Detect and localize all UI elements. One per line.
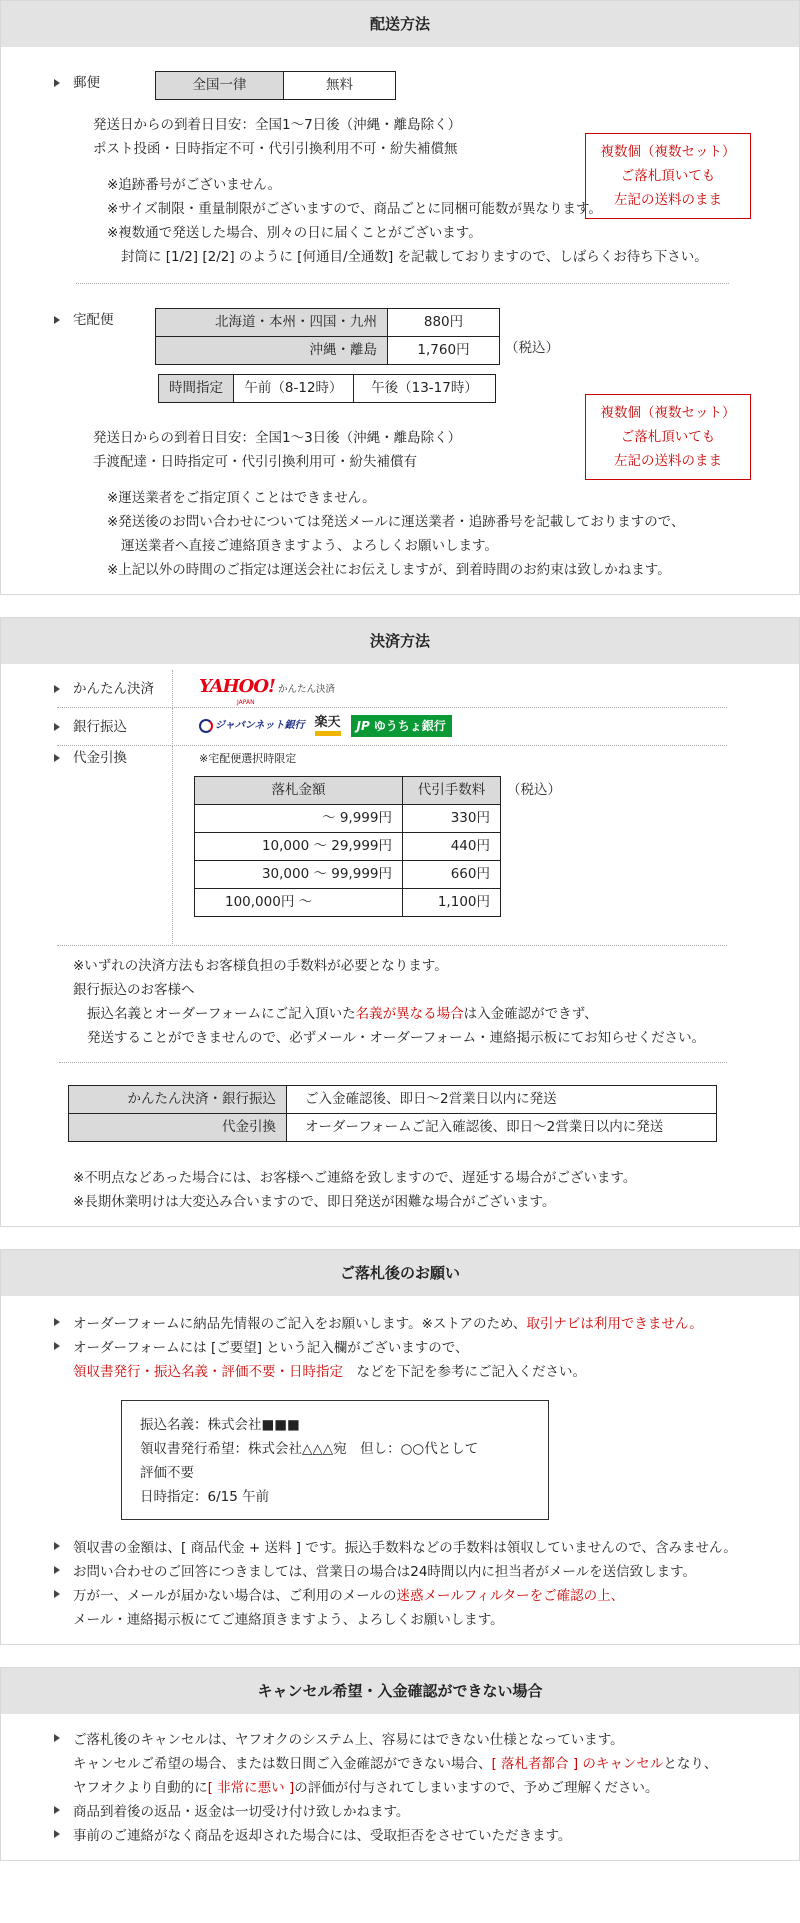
takuhai-rate-table <box>155 308 500 365</box>
list-item: ご落札後のキャンセルは、ヤフオクのシステム上、容易にはできない仕様となっています。 キャンセルご希望の場合、または数日間ご入金確認ができない場合、[ 落札者都合 ] のキャンセルとなり、 ヤフオクより自動的に[ 非常に悪い ]の評価が付与されてしまいますので、予めご理解ください。 <box>1 1728 799 1800</box>
post-price: 無料 <box>284 72 396 100</box>
payment-notes: ※いずれの決済方法もお客様負担の手数料が必要となります。 銀行振込のお客様へ 振込名義とオーダーフォームにご記入頂いた名義が異なる場合は入金確認ができず、 発送することができませんので、必ずメール・オーダーフォーム・連絡掲示板にてお知らせください。 <box>73 958 706 1046</box>
dispatch-method: かんたん決済・銀行振込 <box>69 1086 287 1114</box>
takuhai-row <box>1 308 799 364</box>
cod-fee: 660円 <box>403 861 501 889</box>
shipping-section <box>0 0 800 595</box>
payment-label-easy: かんたん決済 <box>73 681 154 697</box>
triangle-bullet-icon <box>54 1734 60 1742</box>
cancel-section <box>0 1667 800 1861</box>
divider <box>59 1062 727 1063</box>
dispatch-desc: オーダーフォームご記入確認後、即日〜2営業日以内に発送 <box>287 1114 717 1142</box>
time-pm: 午後（13-17時） <box>354 375 496 403</box>
payment-title: 決済方法 <box>1 618 799 664</box>
post-label: 郵便 <box>73 75 100 91</box>
payment-footer-notes: ※不明点などあった場合には、お客様へご連絡を致しますので、遅延する場合がございます。 ※長期休業明けは大変込み合いますので、即日発送が困難な場合がございます。 <box>73 1170 637 1210</box>
payment-row-easy <box>1 670 727 708</box>
cancel-title: キャンセル希望・入金確認ができない場合 <box>1 1668 799 1714</box>
shipping-title: 配送方法 <box>1 1 799 47</box>
payment-label-cod: 代金引換 <box>73 750 127 766</box>
time-label: 時間指定 <box>159 375 234 403</box>
triangle-bullet-icon <box>54 79 60 87</box>
yahoo-logo: YAHOO! かんたん決済 JAPAN <box>199 676 335 706</box>
post-region: 全国一律 <box>156 72 284 100</box>
cod-header-amount: 落札金額 <box>195 777 403 805</box>
yahoo-wordmark: YAHOO! <box>199 676 275 697</box>
triangle-bullet-icon <box>54 754 60 762</box>
list-item: オーダーフォームに納品先情報のご記入をお願いします。※ストアのため、取引ナビは利用できません。 <box>1 1312 799 1336</box>
japannet-mark-icon <box>199 719 213 733</box>
dispatch-method: 代金引換 <box>69 1114 287 1142</box>
payment-section <box>0 617 800 1227</box>
rate-price: 1,760円 <box>388 337 500 365</box>
time-table <box>158 374 496 403</box>
list-item: 事前のご連絡がなく商品を返却された場合には、受取拒否をさせていただきます。 <box>1 1824 799 1848</box>
cod-amount: 〜 9,999円 <box>195 805 403 833</box>
rate-region: 沖縄・離島 <box>156 337 388 365</box>
cod-fee-table <box>194 776 501 917</box>
list-item: オーダーフォームには [ご要望] という記入欄がございますので、 領収書発行・振込名義・評価不要・日時指定 などを下記を参考にご記入ください。 <box>1 1336 799 1384</box>
yucho-bank-logo: JP ゆうちょ銀行 <box>351 715 452 737</box>
cod-amount: 100,000円 〜 <box>195 889 403 917</box>
cod-fee: 440円 <box>403 833 501 861</box>
triangle-bullet-icon <box>54 316 60 324</box>
takuhai-notes: ※運送業者をご指定頂くことはできません。 ※発送後のお問い合わせについては発送メールに運送業者・追跡番号を記載しておりますので、 運送業者へ直接ご連絡頂きますよう、よろしくお願いします。 ※上記以外の時間のご指定は運送会社にお伝えしますが、到着時間のお約束は致しかねます。 <box>107 490 685 578</box>
dispatch-table <box>68 1085 717 1142</box>
divider <box>76 283 729 284</box>
dispatch-desc: ご入金確認後、即日〜2営業日以内に発送 <box>287 1086 717 1114</box>
list-item: 商品到着後の返品・返金は一切受け付け致しかねます。 <box>1 1800 799 1824</box>
takuhai-tax: （税込） <box>505 340 559 356</box>
payment-row-bank <box>1 708 727 746</box>
cod-amount: 30,000 〜 99,999円 <box>195 861 403 889</box>
cod-header-fee: 代引手数料 <box>403 777 501 805</box>
takuhai-label: 宅配便 <box>73 312 114 328</box>
post-rate-table <box>155 71 396 100</box>
payment-label-bank: 銀行振込 <box>73 719 127 735</box>
bank-logos <box>199 715 452 737</box>
payment-row-cod <box>1 746 727 946</box>
cod-fee: 1,100円 <box>403 889 501 917</box>
list-item: 万が一、メールが届かない場合は、ご利用のメールの迷惑メールフィルターをご確認の上、 メール・連絡掲示板にてご連絡頂きますよう、よろしくお願いします。 <box>1 1584 799 1632</box>
time-row <box>1 374 799 414</box>
rakuten-bank-logo: 楽天 <box>315 717 341 736</box>
after-bid-section <box>0 1249 800 1645</box>
list-item: 領収書の金額は、[ 商品代金 + 送料 ] です。振込手数料などの手数料は領収していませんので、含みません。 <box>1 1536 799 1560</box>
cod-tax: （税込） <box>507 782 561 798</box>
post-multi-note: 複数個（複数セット） ご落札頂いても 左記の送料のまま <box>585 133 751 219</box>
post-notes: ※追跡番号がございません。 ※サイズ制限・重量制限がございますので、商品ごとに同梱可能数が異なります。 ※複数通で発送した場合、別々の日に届くことがございます。 封筒に [1/2] [2/2] のように [何通目/全通数] を記載しておりますので、しばらくお待ち下さい。 <box>107 177 708 265</box>
triangle-bullet-icon <box>54 1590 60 1598</box>
triangle-bullet-icon <box>54 1806 60 1814</box>
cod-amount: 10,000 〜 29,999円 <box>195 833 403 861</box>
time-am: 午前（8-12時） <box>234 375 354 403</box>
after-bid-title: ご落札後のお願い <box>1 1250 799 1296</box>
post-row <box>1 71 799 105</box>
cod-fee: 330円 <box>403 805 501 833</box>
triangle-bullet-icon <box>54 685 60 693</box>
cod-note: ※宅配便選択時限定 <box>199 752 297 765</box>
takuhai-multi-note: 複数個（複数セット） ご落札頂いても 左記の送料のまま <box>585 394 751 480</box>
triangle-bullet-icon <box>54 1566 60 1574</box>
yahoo-easy-payment-label: かんたん決済 <box>277 684 335 695</box>
list-item: お問い合わせのご回答につきましては、営業日の場合は24時間以内に担当者がメールを送信致します。 <box>1 1560 799 1584</box>
japannet-bank-logo: ジャパンネット銀行 <box>199 718 305 734</box>
triangle-bullet-icon <box>54 1542 60 1550</box>
rate-region: 北海道・本州・四国・九州 <box>156 309 388 337</box>
triangle-bullet-icon <box>54 1830 60 1838</box>
example-box: 振込名義：株式会社■■■ 領収書発行希望：株式会社△△△宛 但し：○○代として 評価不要 日時指定：6/15 午前 <box>121 1400 549 1520</box>
triangle-bullet-icon <box>54 723 60 731</box>
post-desc: 発送日からの到着日目安：全国1〜7日後（沖縄・離島除く） ポスト投函・日時指定不可・代引引換利用不可・紛失補償無 <box>93 117 462 157</box>
triangle-bullet-icon <box>54 1342 60 1350</box>
triangle-bullet-icon <box>54 1318 60 1326</box>
takuhai-desc: 発送日からの到着日目安：全国1〜3日後（沖縄・離島除く） 手渡配達・日時指定可・代引引換利用可・紛失補償有 <box>93 430 462 470</box>
rate-price: 880円 <box>388 309 500 337</box>
